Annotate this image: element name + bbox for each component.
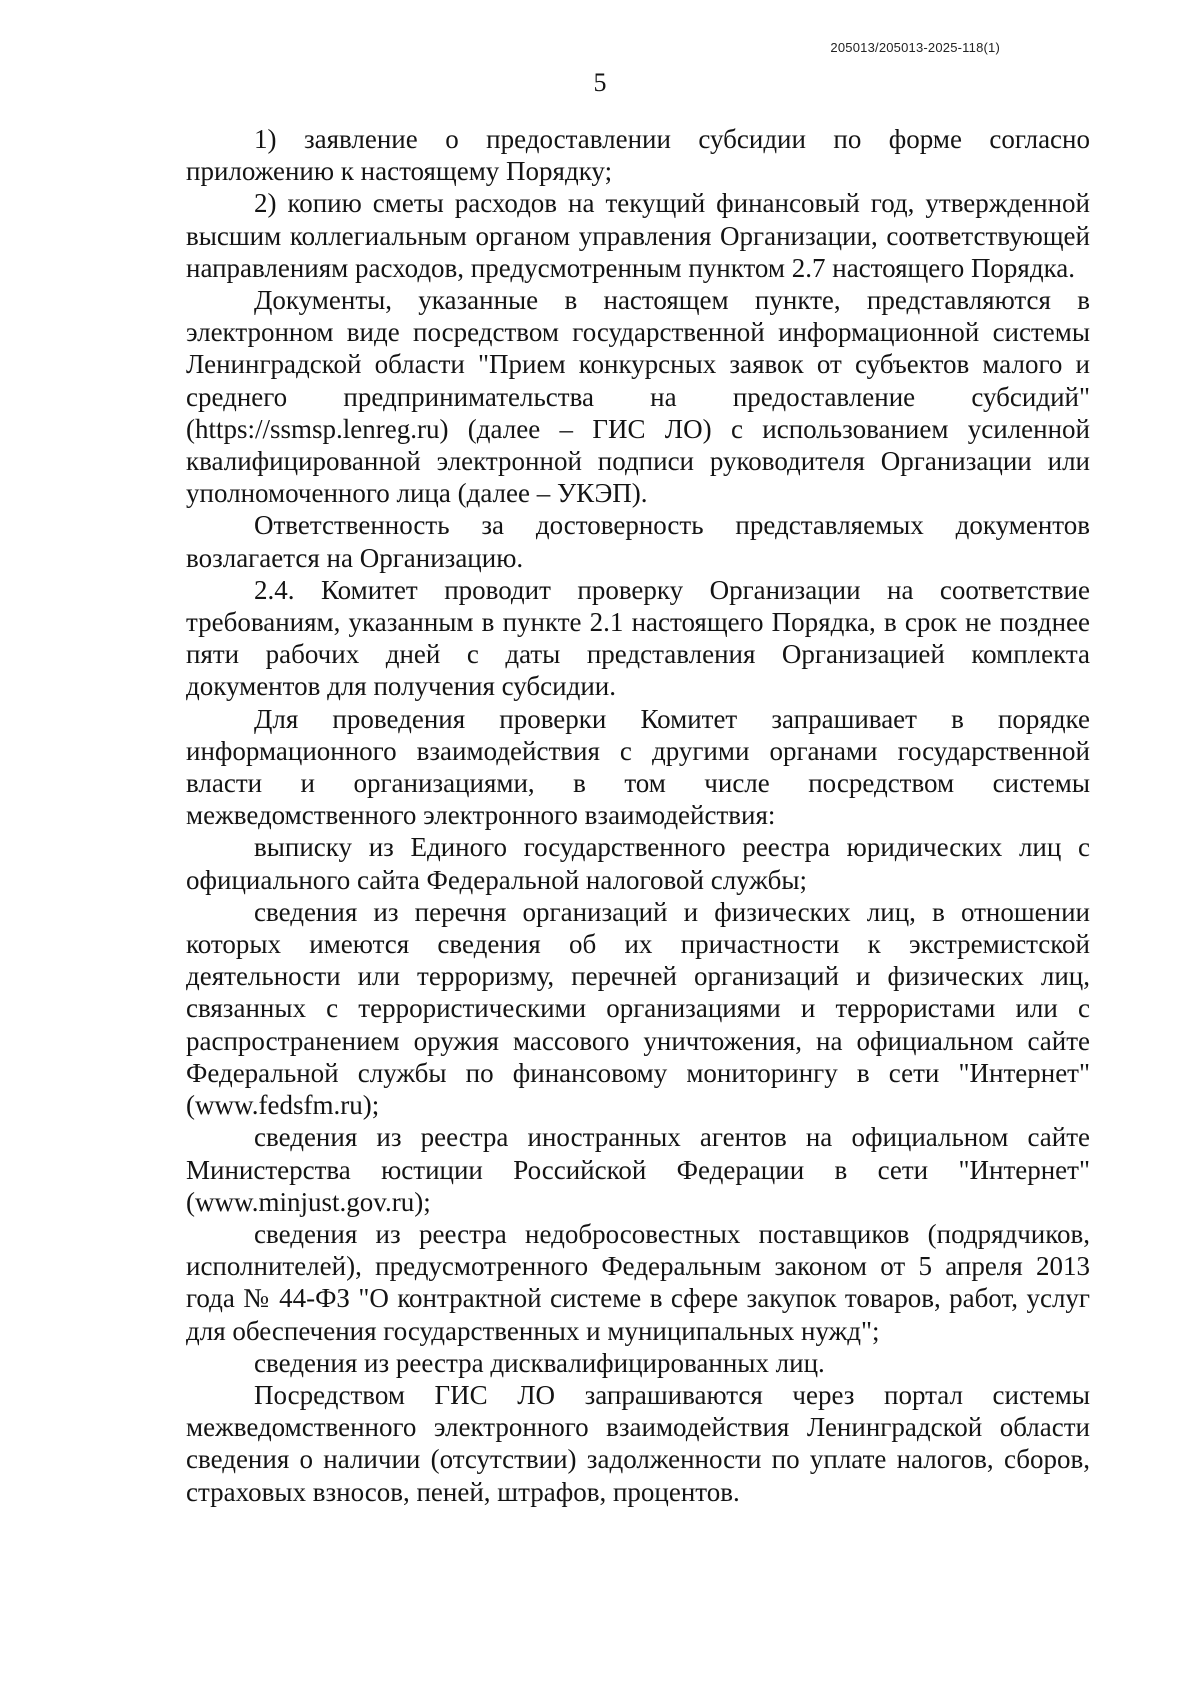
document-body	[186, 123, 1090, 1508]
paragraph-documents-submission: Документы, указанные в настоящем пункте, представляются в электронном виде посредством государственной информационной системы Ленинградской области "Прием конкурсных заявок от субъектов малого и среднего предпринимательства на предоставление субсидий" (https://ssmsp.lenreg.ru) (далее – ГИС ЛО) с использованием усиленной квалифицированной электронной подписи руководителя Организации или уполномоченного лица (далее – УКЭП).	[186, 285, 1090, 509]
paragraph-egrul-extract: выписку из Единого государственного реестра юридических лиц с официального сайта Федеральной налоговой службы;	[186, 832, 1090, 895]
paragraph-section-2-4: 2.4. Комитет проводит проверку Организации на соответствие требованиям, указанным в пункте 2.1 настоящего Порядка, в срок не позднее пяти рабочих дней с даты представления Организацией комплекта документов для получения субсидии.	[186, 574, 1090, 702]
document-id: 205013/205013-2025-118(1)	[830, 40, 1000, 55]
paragraph-disqualified-persons: сведения из реестра дисквалифицированных лиц.	[254, 1347, 825, 1378]
paragraph-unfair-suppliers: сведения из реестра недобросовестных поставщиков (подрядчиков, исполнителей), предусмотренного Федеральным законом от 5 апреля 2013 года № 44-ФЗ "О контрактной системе в сфере закупок товаров, работ, услуг для обеспечения государственных и муниципальных нужд";	[186, 1218, 1090, 1346]
paragraph-estimate-copy: 2) копию сметы расходов на текущий финансовый год, утвержденной высшим коллегиальным органом управления Организации, соответствующей направлениям расходов, предусмотренным пунктом 2.7 настоящего Порядка.	[186, 188, 1090, 283]
paragraph-extremism-list: сведения из перечня организаций и физических лиц, в отношении которых имеются сведения об их причастности к экстремистской деятельности или терроризму, перечней организаций и физических лиц, связанных с террористическими организациями и террористами или с распространением оружия массового уничтожения, на официальном сайте Федеральной службы по финансовому мониторингу в сети "Интернет" (www.fedsfm.ru);	[186, 896, 1090, 1121]
page-number: 5	[593, 68, 607, 97]
paragraph-application: 1) заявление о предоставлении субсидии по форме согласно приложению к настоящему Порядку;	[186, 124, 1090, 187]
paragraph-verification-request: Для проведения проверки Комитет запрашивает в порядке информационного взаимодействия с другими органами государственной власти и организациями, в том числе посредством системы межведомственного электронного взаимодействия:	[186, 703, 1090, 831]
paragraph-foreign-agents: сведения из реестра иностранных агентов на официальном сайте Министерства юстиции Российской Федерации в сети "Интернет" (www.minjust.gov.ru);	[186, 1122, 1090, 1217]
paragraph-responsibility: Ответственность за достоверность представляемых документов возлагается на Организацию.	[186, 510, 1090, 573]
paragraph-tax-debt-info: Посредством ГИС ЛО запрашиваются через портал системы межведомственного электронного взаимодействия Ленинградской области сведения о наличии (отсутствии) задолженности по уплате налогов, сборов, страховых взносов, пеней, штрафов, процентов.	[186, 1379, 1090, 1507]
